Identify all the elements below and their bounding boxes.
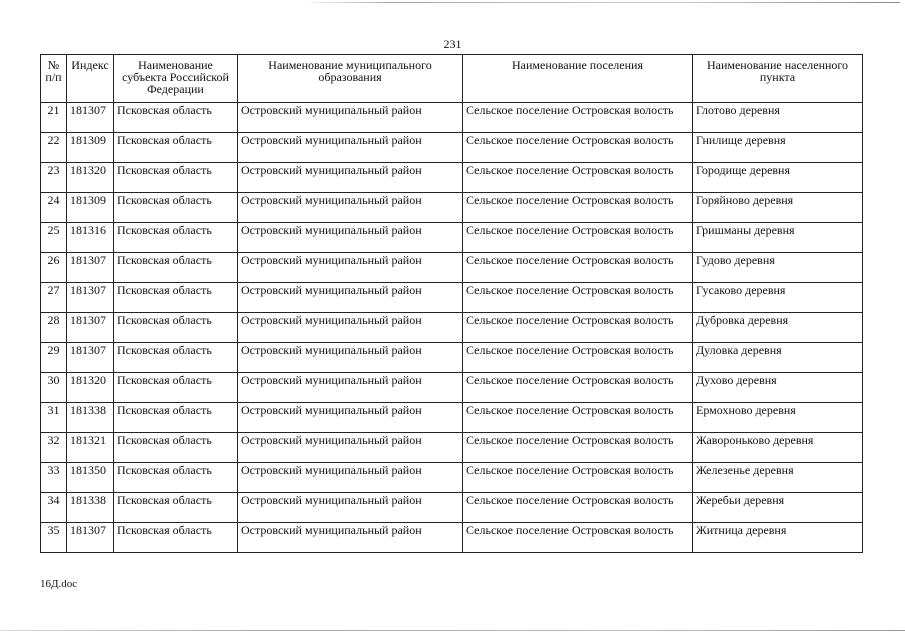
scan-edge-bottom [0,630,905,631]
cell-index: 181309 [67,193,114,223]
cell-row-number: 22 [41,133,67,163]
cell-row-number: 27 [41,283,67,313]
cell-locality: Гудово деревня [693,253,863,283]
cell-index: 181307 [67,253,114,283]
cell-index: 181307 [67,283,114,313]
table-row [41,493,863,523]
cell-locality: Горяйново деревня [693,193,863,223]
header-locality: Наименование населенного пункта [693,55,863,103]
table-row [41,223,863,253]
cell-subject: Псковская область [114,253,238,283]
cell-settlement: Сельское поселение Островская волость [463,193,693,223]
cell-subject: Псковская область [114,463,238,493]
cell-municipality: Островский муниципальный район [238,193,463,223]
cell-locality: Житница деревня [693,523,863,553]
cell-locality: Гнилище деревня [693,133,863,163]
cell-index: 181338 [67,493,114,523]
cell-row-number: 31 [41,403,67,433]
table-row [41,253,863,283]
cell-municipality: Островский муниципальный район [238,103,463,133]
footer-filename: 16Д.doc [40,578,78,590]
table-row [41,463,863,493]
table-row [41,193,863,223]
cell-locality: Гришманы деревня [693,223,863,253]
cell-locality: Глотово деревня [693,103,863,133]
header-municipality: Наименование муниципального образования [238,55,463,103]
cell-subject: Псковская область [114,523,238,553]
cell-subject: Псковская область [114,283,238,313]
cell-municipality: Островский муниципальный район [238,493,463,523]
cell-settlement: Сельское поселение Островская волость [463,133,693,163]
cell-municipality: Островский муниципальный район [238,373,463,403]
cell-municipality: Островский муниципальный район [238,283,463,313]
cell-settlement: Сельское поселение Островская волость [463,463,693,493]
cell-locality: Дуловка деревня [693,343,863,373]
cell-index: 181307 [67,343,114,373]
cell-row-number: 25 [41,223,67,253]
cell-municipality: Островский муниципальный район [238,253,463,283]
cell-municipality: Островский муниципальный район [238,343,463,373]
cell-settlement: Сельское поселение Островская волость [463,403,693,433]
cell-settlement: Сельское поселение Островская волость [463,523,693,553]
cell-row-number: 23 [41,163,67,193]
cell-subject: Псковская область [114,163,238,193]
cell-row-number: 35 [41,523,67,553]
cell-row-number: 29 [41,343,67,373]
cell-row-number: 33 [41,463,67,493]
cell-municipality: Островский муниципальный район [238,223,463,253]
cell-row-number: 28 [41,313,67,343]
table-row [41,103,863,133]
cell-row-number: 30 [41,373,67,403]
cell-row-number: 24 [41,193,67,223]
cell-municipality: Островский муниципальный район [238,313,463,343]
cell-locality: Дубровка деревня [693,313,863,343]
cell-subject: Псковская область [114,223,238,253]
cell-index: 181321 [67,433,114,463]
cell-subject: Псковская область [114,373,238,403]
cell-index: 181338 [67,403,114,433]
header-row-number: № п/п [41,55,67,103]
cell-index: 181316 [67,223,114,253]
cell-index: 181307 [67,523,114,553]
cell-subject: Псковская область [114,493,238,523]
cell-subject: Псковская область [114,193,238,223]
settlements-table [40,54,863,553]
cell-municipality: Островский муниципальный район [238,433,463,463]
cell-index: 181307 [67,103,114,133]
scan-edge-top [300,2,900,3]
cell-subject: Псковская область [114,103,238,133]
cell-settlement: Сельское поселение Островская волость [463,103,693,133]
cell-municipality: Островский муниципальный район [238,133,463,163]
table-row [41,433,863,463]
table-row [41,133,863,163]
cell-locality: Духово деревня [693,373,863,403]
page-number: 231 [443,37,462,51]
cell-settlement: Сельское поселение Островская волость [463,253,693,283]
cell-index: 181307 [67,313,114,343]
cell-settlement: Сельское поселение Островская волость [463,283,693,313]
cell-settlement: Сельское поселение Островская волость [463,493,693,523]
table-row [41,373,863,403]
cell-subject: Псковская область [114,403,238,433]
cell-settlement: Сельское поселение Островская волость [463,373,693,403]
cell-row-number: 34 [41,493,67,523]
cell-index: 181320 [67,163,114,193]
table-row [41,403,863,433]
table-row [41,283,863,313]
cell-row-number: 21 [41,103,67,133]
header-settlement: Наименование поселения [463,55,693,103]
cell-locality: Жеребьи деревня [693,493,863,523]
header-subject: Наименование субъекта Российской Федерации [114,55,238,103]
cell-subject: Псковская область [114,133,238,163]
cell-index: 181309 [67,133,114,163]
cell-locality: Железенье деревня [693,463,863,493]
cell-subject: Псковская область [114,343,238,373]
cell-municipality: Островский муниципальный район [238,463,463,493]
cell-index: 181350 [67,463,114,493]
cell-settlement: Сельское поселение Островская волость [463,313,693,343]
cell-row-number: 32 [41,433,67,463]
cell-settlement: Сельское поселение Островская волость [463,163,693,193]
header-index: Индекс [67,55,114,103]
table-row [41,343,863,373]
table-row [41,313,863,343]
table-row [41,163,863,193]
cell-municipality: Островский муниципальный район [238,163,463,193]
cell-row-number: 26 [41,253,67,283]
cell-municipality: Островский муниципальный район [238,523,463,553]
table-header-row [41,55,863,103]
cell-locality: Ермохново деревня [693,403,863,433]
cell-subject: Псковская область [114,433,238,463]
cell-municipality: Островский муниципальный район [238,403,463,433]
cell-settlement: Сельское поселение Островская волость [463,433,693,463]
cell-settlement: Сельское поселение Островская волость [463,223,693,253]
cell-settlement: Сельское поселение Островская волость [463,343,693,373]
cell-subject: Псковская область [114,313,238,343]
cell-locality: Жавороньково деревня [693,433,863,463]
table-row [41,523,863,553]
cell-locality: Городище деревня [693,163,863,193]
cell-index: 181320 [67,373,114,403]
cell-locality: Гусаково деревня [693,283,863,313]
